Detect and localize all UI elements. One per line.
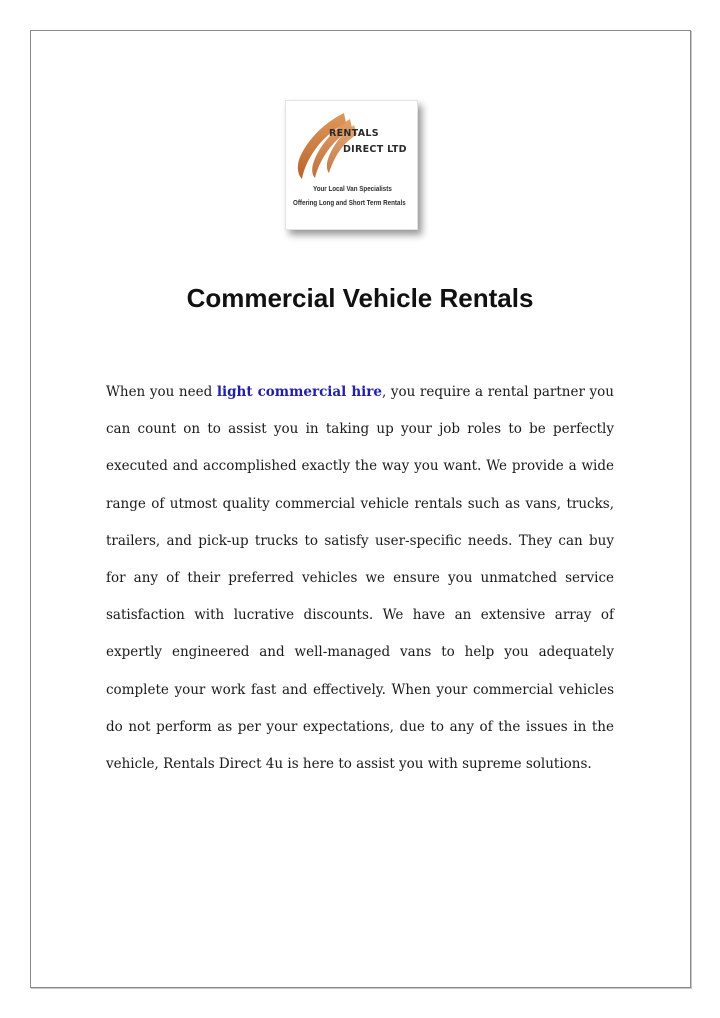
page-title: Commercial Vehicle Rentals (186, 283, 534, 313)
logo-tagline-line-2: Offering Long and Short Term Rentals (293, 198, 406, 207)
logo-brand-line-1: RENTALS (329, 128, 379, 139)
logo-brand-line-2: DIRECT LTD (343, 144, 407, 155)
logo-tagline-line-1: Your Local Van Specialists (313, 184, 392, 193)
paragraph-intro-text: When you need (106, 384, 217, 400)
light-commercial-hire-link[interactable]: light commercial hire (216, 384, 382, 400)
road-swoosh-icon (286, 101, 417, 229)
paragraph-body-text: , you require a rental partner you can count on to assist you in taking up your job roles to be perfectly executed and accomplished exactly the way you want. We provide a wide range of utmost quality commercial vehicle rentals such as vans, trucks, trailers, and pick-up trucks to satisfy user-specific needs. They can buy for any of their preferred vehicles we ensure you unmatched service satisfaction with lucrative discounts. We have an extensive array of expertly engineered and well-managed vans to help you adequately complete your work fast and effectively. When your commercial vehicles do not perform as per your expectations, due to any of the issues in the vehicle, Rentals Direct 4u is here to assist you with supreme solutions. (106, 384, 614, 773)
company-logo (285, 100, 418, 230)
body-paragraph (106, 374, 614, 783)
